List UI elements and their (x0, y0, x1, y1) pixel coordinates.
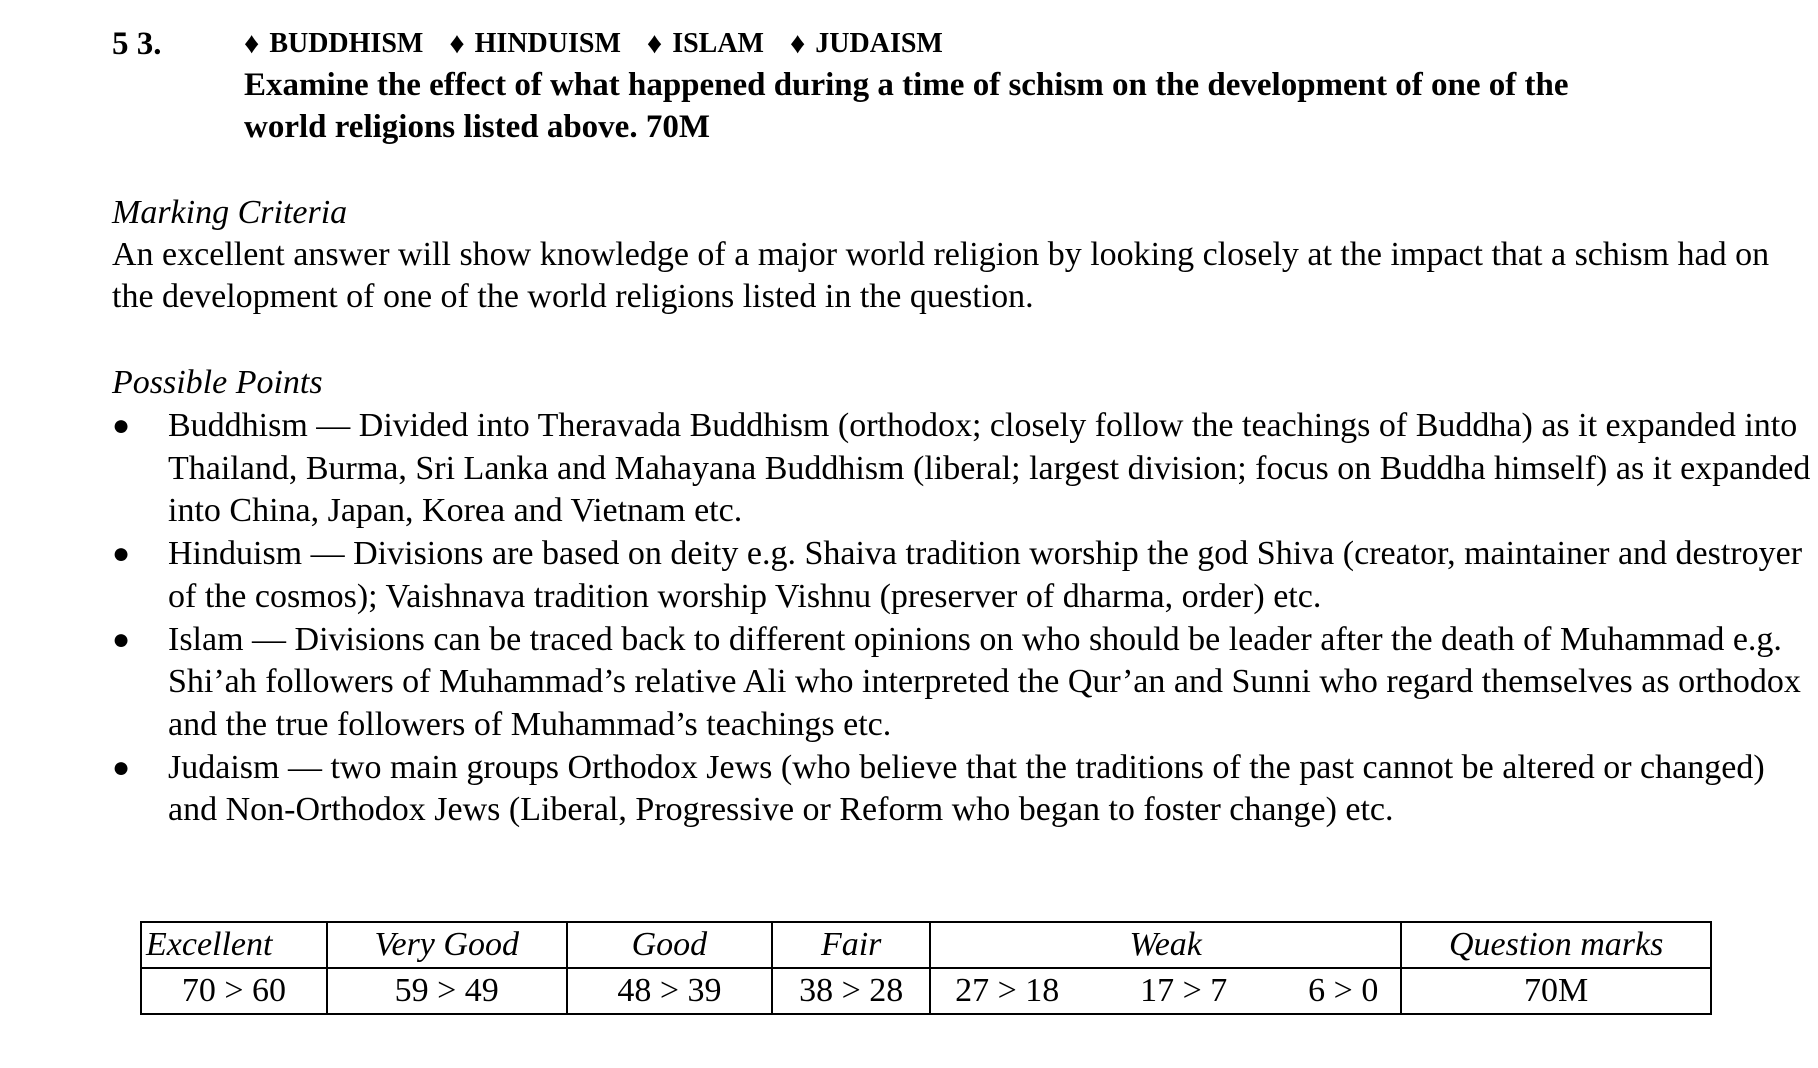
religion-item (449, 22, 621, 66)
list-item (112, 533, 1812, 618)
religion-label: JUDAISM (815, 28, 943, 59)
list-item (112, 619, 1812, 747)
bullet-icon: ● (112, 409, 131, 442)
question-number: 5 3. (112, 26, 162, 62)
range-excellent: 70 > 60 (141, 968, 327, 1014)
question-text: Examine the effect of what happened during a time of schism on the development of one of the world religions listed above. 70M (244, 67, 1569, 145)
black-diamond-icon: ♦ (789, 27, 806, 60)
range-weak-2: 17 > 7 (1140, 972, 1228, 1009)
range-good: 48 > 39 (567, 968, 773, 1014)
black-diamond-icon: ♦ (244, 27, 260, 60)
religion-label: HINDUISM (474, 28, 621, 59)
religion-label: ISLAM (672, 28, 764, 59)
header-very-good: Very Good (327, 922, 567, 968)
header-good: Good (567, 922, 773, 968)
possible-points-list (112, 405, 1812, 832)
header-weak: Weak (930, 922, 1401, 968)
bullet-icon: ● (112, 537, 131, 570)
bullet-icon: ● (112, 750, 131, 784)
point-text: Buddhism — Divided into Theravada Buddhism (orthodox; closely follow the teachings of Buddha) as it expanded into Thailand, Burma, Sri Lanka and Mahayana Buddhism (liberal; largest division; focus on Buddha himself) as it expanded into China, Japan, Korea and Vietnam etc. (168, 407, 1811, 529)
header-excellent: Excellent (141, 922, 327, 968)
religion-item (790, 22, 943, 66)
range-weak-3: 6 > 0 (1308, 972, 1379, 1009)
table-row (141, 968, 1711, 1014)
range-weak (930, 968, 1401, 1014)
table-header-row (141, 922, 1711, 968)
religion-item (647, 22, 764, 66)
black-diamond-icon: ♦ (646, 27, 663, 60)
bullet-icon: ● (112, 622, 131, 656)
black-diamond-icon: ♦ (449, 27, 465, 60)
possible-points-heading: Possible Points (112, 364, 323, 401)
marking-criteria-heading: Marking Criteria (112, 194, 348, 231)
religion-item (244, 22, 423, 66)
range-question-marks: 70M (1401, 968, 1711, 1014)
marking-criteria-text: An excellent answer will show knowledge of a major world religion by looking closely at the impact that a schism had on the development of one of the world religions listed in the question. (112, 236, 1770, 315)
marks-table (140, 921, 1712, 1015)
religion-list (244, 22, 969, 66)
point-text: Judaism — two main groups Orthodox Jews (who believe that the traditions of the past cannot be altered or changed) and Non-Orthodox Jews (Liberal, Progressive or Reform who began to foster change) etc. (168, 748, 1765, 828)
range-fair: 38 > 28 (772, 968, 930, 1014)
list-item (112, 747, 1812, 832)
list-item (112, 405, 1812, 533)
point-text: Islam — Divisions can be traced back to different opinions on who should be leader after the death of Muhammad e.g. Shi’ah followers of Muhammad’s relative Ali who interpreted the Qur’an and Sunni who regard themselves as orthodox and the true followers of Muhammad’s teachings etc. (168, 620, 1801, 743)
weak-ranges (935, 971, 1396, 1011)
religion-label: BUDDHISM (269, 28, 424, 59)
header-question-marks: Question marks (1401, 922, 1711, 968)
range-very-good: 59 > 49 (327, 968, 567, 1014)
header-fair: Fair (772, 922, 930, 968)
range-weak-1: 27 > 18 (955, 972, 1060, 1009)
point-text: Hinduism — Divisions are based on deity e.g. Shaiva tradition worship the god Shiva (creator, maintainer and destroyer of the cosmos); Vaishnava tradition worship Vishnu (preserver of dharma, order) etc. (168, 535, 1803, 615)
